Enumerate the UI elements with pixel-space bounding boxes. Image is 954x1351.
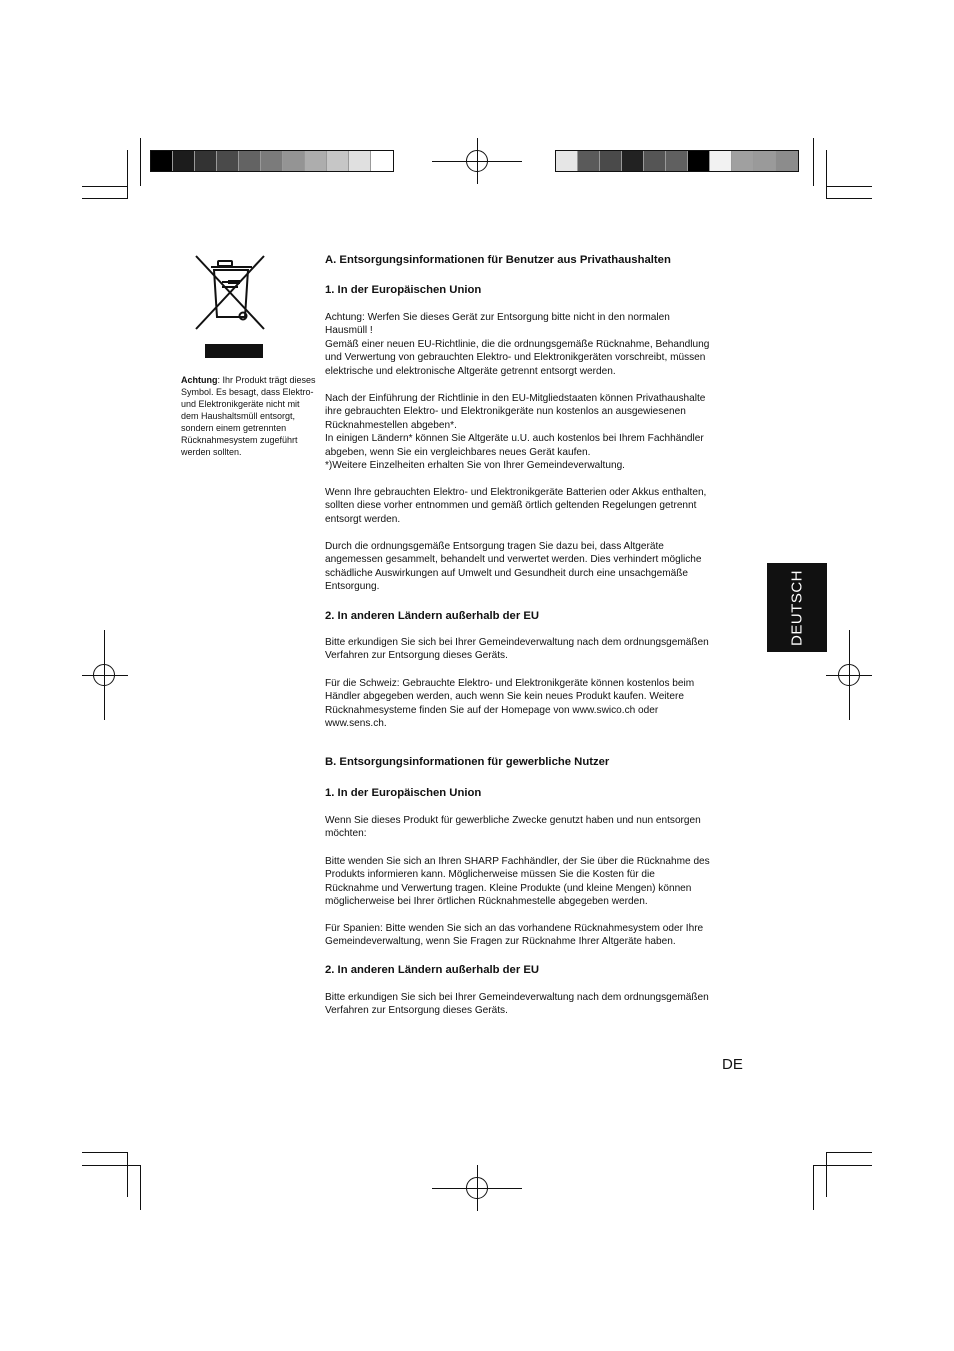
color-swatch	[283, 151, 305, 171]
symbol-note	[181, 374, 316, 458]
color-swatch	[754, 151, 776, 171]
color-swatch	[622, 151, 644, 171]
color-swatch	[327, 151, 349, 171]
paragraph	[325, 991, 755, 1018]
section-a2-heading: 2. In anderen Ländern außerhalb der EU	[325, 610, 540, 622]
color-swatch	[261, 151, 283, 171]
text-line: Wenn Sie dieses Produkt für gewerbliche Zwecke genutzt haben und nun entsorgen	[325, 815, 701, 826]
text-line: sollten diese vorher entnommen und gemäß örtlich geltenden Regelungen getrennt	[325, 500, 697, 512]
text-line: abgeben, wenn Sie ein vergleichbares neues Gerät kaufen.	[325, 446, 591, 458]
color-swatch	[776, 151, 798, 171]
color-swatch	[217, 151, 239, 171]
registration-mark	[93, 664, 115, 686]
color-swatch	[600, 151, 622, 171]
color-swatch	[151, 151, 173, 171]
color-swatch	[732, 151, 754, 171]
registration-mark	[838, 664, 860, 686]
text-line: www.sens.ch.	[325, 718, 387, 730]
text-line: Gemeindeverwaltung, wenn Sie Fragen zur Rücknahme Ihrer Altgeräte haben.	[325, 936, 676, 948]
text-line: Rücknahme und Verwertung tragen. Kleine Produkte (und kleine Mengen) können	[325, 882, 692, 894]
symbol-note-text: : Ihr Produkt trägt dieses Symbol. Es besagt, dass Elektro- und Elektronikgeräte nicht mit dem Haushaltsmüll entsorgt, sondern einem getrennten Rücknahmesystem zugeführt werden sollten.	[181, 375, 316, 457]
paragraph	[325, 311, 755, 378]
paragraph	[325, 814, 755, 841]
crop-mark	[127, 150, 128, 199]
color-swatch	[349, 151, 371, 171]
text-line: Bitte erkundigen Sie sich bei Ihrer Gemeindeverwaltung nach dem ordnungsgemäßen	[325, 637, 709, 648]
crop-mark	[82, 198, 128, 199]
text-line: angemessen gesammelt, behandelt und verwertet werden. Dies verhindert mögliche	[325, 554, 702, 566]
text-line: *)Weitere Einzelheiten erhalten Sie von Ihrer Gemeindeverwaltung.	[325, 460, 625, 472]
text-line: Für die Schweiz: Gebrauchte Elektro- und Elektronikgeräte können kostenlos beim	[325, 678, 695, 689]
section-a1-heading: 1. In der Europäischen Union	[325, 284, 482, 296]
color-swatch	[710, 151, 732, 171]
crop-mark	[826, 186, 872, 187]
text-line: Produkts informieren kann. Möglicherweise müssen Sie die Kosten für die	[325, 869, 655, 881]
crop-mark	[82, 1152, 128, 1153]
crop-mark	[813, 1165, 814, 1210]
text-line: Für Spanien: Bitte wenden Sie sich an das vorhandene Rücknahmesystem oder Ihre	[325, 923, 704, 934]
color-swatch	[556, 151, 578, 171]
section-b-heading: B. Entsorgungsinformationen für gewerbliche Nutzer	[325, 756, 610, 768]
text-line: Rücknahmesysteme finden Sie auf der Homepage von www.swico.ch oder	[325, 704, 659, 716]
color-swatch	[578, 151, 600, 171]
section-a-heading: A. Entsorgungsinformationen für Benutzer aus Privathaushalten	[325, 254, 671, 266]
text-line: möchten:	[325, 828, 367, 840]
paragraph	[325, 922, 755, 949]
registration-mark	[466, 1177, 488, 1199]
text-line: elektrische und elektronische Altgeräte getrennt entsorgt werden.	[325, 365, 616, 377]
color-calibration-strip-left	[150, 150, 394, 172]
color-swatch	[688, 151, 710, 171]
text-line: Hausmüll !	[325, 325, 373, 337]
text-line: Händler abgegeben werden, auch wenn Sie kein neues Produkt kaufen. Weitere	[325, 691, 684, 703]
language-tab-label: DEUTSCH	[788, 569, 806, 646]
section-b2-heading: 2. In anderen Ländern außerhalb der EU	[325, 964, 540, 976]
text-line: Nach der Einführung der Richtlinie in den EU-Mitgliedstaaten können Privathaushalte	[325, 393, 706, 404]
crop-mark	[826, 198, 872, 199]
text-line: ihre gebrauchten Elektro- und Elektronikgeräte nun kostenlos an ausgewiesenen	[325, 406, 686, 418]
text-line: Bitte erkundigen Sie sich bei Ihrer Gemeindeverwaltung nach dem ordnungsgemäßen	[325, 992, 709, 1003]
color-swatch	[195, 151, 217, 171]
text-line: Wenn Ihre gebrauchten Elektro- und Elektronikgeräte Batterien oder Akkus enthalten,	[325, 487, 707, 498]
text-line: entsorgt werden.	[325, 513, 401, 525]
crop-mark	[826, 1152, 872, 1153]
color-swatch	[371, 151, 393, 171]
crop-mark	[82, 186, 128, 187]
text-line: Entsorgung.	[325, 581, 380, 593]
text-line: Bitte wenden Sie sich an Ihren SHARP Fachhändler, der Sie über die Rücknahme des	[325, 856, 710, 867]
color-swatch	[239, 151, 261, 171]
text-line: Verfahren zur Entsorgung dieses Geräts.	[325, 1005, 508, 1017]
symbol-note-bold: Achtung	[181, 375, 218, 385]
crop-mark	[826, 1152, 827, 1197]
crop-mark	[140, 1165, 141, 1210]
crop-mark	[813, 1165, 872, 1166]
text-line: Achtung: Werfen Sie dieses Gerät zur Entsorgung bitte nicht in den normalen	[325, 312, 670, 323]
color-swatch	[305, 151, 327, 171]
paragraph	[325, 540, 755, 594]
crop-mark	[82, 1165, 140, 1166]
language-tab	[767, 563, 827, 652]
text-line: schädliche Auswirkungen auf Umwelt und Gesundheit durch eine unsachgemäße	[325, 567, 689, 579]
crop-mark	[140, 138, 141, 186]
text-line: möglicherweise bei Ihrer örtlichen Rücknahmestelle abgegeben werden.	[325, 896, 648, 908]
text-line: In einigen Ländern* können Sie Altgeräte u.U. auch kostenlos bei Ihrem Fachhändler	[325, 433, 704, 445]
text-line: Rücknahmestellen abgeben*.	[325, 419, 457, 431]
crop-mark	[826, 150, 827, 199]
text-line: und Verwertung von gebrauchten Elektro- und Elektronikgeräten vorschreibt, müssen	[325, 352, 706, 364]
color-swatch	[173, 151, 195, 171]
section-b1-heading: 1. In der Europäischen Union	[325, 787, 482, 799]
paragraph	[325, 486, 755, 526]
color-swatch	[666, 151, 688, 171]
crossed-out-wheelie-bin-icon	[194, 254, 266, 360]
color-swatch	[644, 151, 666, 171]
paragraph	[325, 677, 755, 731]
crop-mark	[127, 1152, 128, 1197]
paragraph	[325, 855, 755, 909]
registration-mark	[466, 150, 488, 172]
paragraph	[325, 636, 755, 663]
text-line: Durch die ordnungsgemäße Entsorgung tragen Sie dazu bei, dass Altgeräte	[325, 541, 664, 552]
text-line: Gemäß einer neuen EU-Richtlinie, die die ordnungsgemäße Rücknahme, Behandlung	[325, 338, 710, 350]
text-line: Verfahren zur Entsorgung dieses Geräts.	[325, 650, 508, 662]
paragraph	[325, 392, 755, 472]
crop-mark	[813, 138, 814, 186]
color-calibration-strip-right	[555, 150, 799, 172]
page-language-code: DE	[722, 1056, 743, 1073]
